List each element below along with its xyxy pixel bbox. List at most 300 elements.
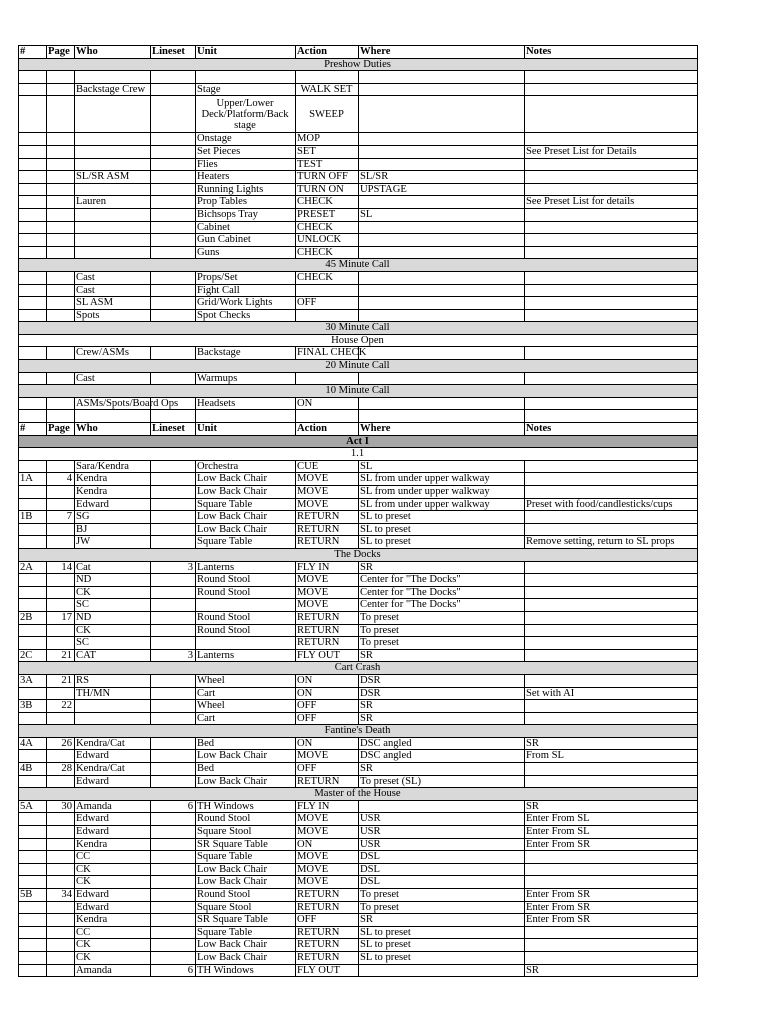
cell-where <box>359 372 525 385</box>
cell-where <box>359 158 525 171</box>
cell-cue-number: 3A <box>19 674 47 687</box>
column-header-cue-number: # <box>19 46 47 59</box>
cell-unit: Low Back Chair <box>196 473 296 486</box>
cell-lineset <box>151 574 196 587</box>
cell-unit: SR Square Table <box>196 838 296 851</box>
cell-who: CK <box>75 624 151 637</box>
cell-lineset <box>151 926 196 939</box>
cell-cue-number <box>19 750 47 763</box>
cell-action: ON <box>296 397 359 410</box>
column-header-page: Page <box>47 423 75 436</box>
cell-unit: Low Back Chair <box>196 775 296 788</box>
cell-page <box>47 498 75 511</box>
cell-page <box>47 460 75 473</box>
cell-action: TURN ON <box>296 183 359 196</box>
cell-unit: Wheel <box>196 674 296 687</box>
cell-unit <box>196 637 296 650</box>
cell-cue-number <box>19 246 47 259</box>
cell-unit: Heaters <box>196 171 296 184</box>
cell-action: WALK SET <box>296 83 359 96</box>
table-cell <box>296 71 359 84</box>
cell-action: ON <box>296 838 359 851</box>
cell-where <box>359 347 525 360</box>
cell-cue-number <box>19 637 47 650</box>
cell-action: RETURN <box>296 611 359 624</box>
section-row <box>19 259 698 272</box>
table-cell <box>19 71 47 84</box>
cell-unit: Props/Set <box>196 271 296 284</box>
cell-notes <box>525 208 698 221</box>
table-row <box>19 674 698 687</box>
cell-lineset <box>151 208 196 221</box>
cell-unit: Low Back Chair <box>196 863 296 876</box>
table-row <box>19 284 698 297</box>
cell-page <box>47 901 75 914</box>
section-label: House Open <box>19 334 698 347</box>
cell-notes <box>525 158 698 171</box>
cell-who <box>75 221 151 234</box>
cell-lineset <box>151 133 196 146</box>
table-row <box>19 397 698 410</box>
cell-lineset <box>151 511 196 524</box>
column-header-where: Where <box>359 46 525 59</box>
cell-who: Edward <box>75 498 151 511</box>
cell-action: ON <box>296 737 359 750</box>
section-label: Act I <box>19 435 698 448</box>
cell-notes <box>525 951 698 964</box>
cell-page <box>47 221 75 234</box>
table-row <box>19 133 698 146</box>
cell-page: 30 <box>47 800 75 813</box>
cell-who: Edward <box>75 750 151 763</box>
table-row <box>19 611 698 624</box>
cell-notes <box>525 234 698 247</box>
cell-lineset <box>151 914 196 927</box>
column-header-notes: Notes <box>525 46 698 59</box>
cell-unit: Onstage <box>196 133 296 146</box>
cell-where: To preset <box>359 637 525 650</box>
cell-cue-number: 3B <box>19 700 47 713</box>
cell-lineset <box>151 171 196 184</box>
cell-page <box>47 486 75 499</box>
cell-action: MOVE <box>296 473 359 486</box>
cell-notes <box>525 284 698 297</box>
cell-action: RETURN <box>296 775 359 788</box>
cell-who <box>75 158 151 171</box>
cell-who: Edward <box>75 826 151 839</box>
cell-who <box>75 183 151 196</box>
cell-notes <box>525 599 698 612</box>
cell-who: ASMs/Spots/Board Ops <box>76 397 179 409</box>
cell-action: FLY OUT <box>296 964 359 977</box>
table-row <box>19 800 698 813</box>
section-label: Preshow Duties <box>19 58 698 71</box>
cell-lineset <box>151 523 196 536</box>
cell-cue-number <box>19 964 47 977</box>
section-row <box>19 58 698 71</box>
cell-notes <box>525 83 698 96</box>
cell-where: DSR <box>359 687 525 700</box>
cell-notes: Enter From SL <box>525 813 698 826</box>
cell-who: SC <box>75 599 151 612</box>
table-cell <box>47 410 75 423</box>
cell-unit: Flies <box>196 158 296 171</box>
section-row <box>19 322 698 335</box>
table-row <box>19 183 698 196</box>
cell-notes <box>525 473 698 486</box>
section-row <box>19 385 698 398</box>
cell-unit: Low Back Chair <box>196 951 296 964</box>
cell-who: Spots <box>75 309 151 322</box>
cell-notes <box>525 712 698 725</box>
cell-lineset: 3 <box>151 561 196 574</box>
table-cell <box>151 71 196 84</box>
cell-who: Kendra <box>75 914 151 927</box>
cell-lineset <box>151 145 196 158</box>
cell-page <box>47 246 75 259</box>
column-header-who: Who <box>75 423 151 436</box>
cell-cue-number <box>19 183 47 196</box>
cell-unit: Square Table <box>196 498 296 511</box>
cell-who: CAT <box>75 649 151 662</box>
cell-notes <box>525 297 698 310</box>
cell-notes <box>525 863 698 876</box>
cell-notes <box>525 246 698 259</box>
cell-page <box>47 523 75 536</box>
cell-who: Lauren <box>75 196 151 209</box>
table-row <box>19 637 698 650</box>
cell-unit: Low Back Chair <box>196 876 296 889</box>
cell-who: RS <box>75 674 151 687</box>
cell-unit: TH Windows <box>196 800 296 813</box>
table-row <box>19 964 698 977</box>
cell-notes: Enter From SR <box>525 901 698 914</box>
cell-lineset <box>151 536 196 549</box>
cell-action <box>296 372 359 385</box>
cell-who <box>75 700 151 713</box>
table-row <box>19 901 698 914</box>
cell-who: SC <box>75 637 151 650</box>
cell-cue-number: 2C <box>19 649 47 662</box>
cell-where <box>359 284 525 297</box>
cell-cue-number <box>19 624 47 637</box>
cell-action: MOVE <box>296 750 359 763</box>
table-row <box>19 775 698 788</box>
cell-page <box>47 574 75 587</box>
cell-cue-number <box>19 196 47 209</box>
column-header-action: Action <box>296 423 359 436</box>
cell-lineset <box>151 284 196 297</box>
section-label: 10 Minute Call <box>19 385 698 398</box>
cell-notes: Set with AI <box>525 687 698 700</box>
table-cell <box>525 71 698 84</box>
cell-lineset <box>151 624 196 637</box>
cell-lineset <box>151 196 196 209</box>
cell-action: CHECK <box>296 221 359 234</box>
cell-lineset <box>151 158 196 171</box>
cell-action: MOVE <box>296 486 359 499</box>
cell-cue-number <box>19 838 47 851</box>
cell-notes <box>525 397 698 410</box>
cell-unit: Guns <box>196 246 296 259</box>
cell-page <box>47 750 75 763</box>
cell-notes <box>525 96 698 133</box>
cell-notes <box>525 624 698 637</box>
cell-notes <box>525 347 698 360</box>
cell-lineset <box>151 271 196 284</box>
cell-cue-number: 2A <box>19 561 47 574</box>
cell-unit: Square Table <box>196 536 296 549</box>
section-row <box>19 334 698 347</box>
cell-page <box>47 637 75 650</box>
table-row <box>19 460 698 473</box>
table-row <box>19 486 698 499</box>
cell-notes: SR <box>525 800 698 813</box>
cell-who: CC <box>75 851 151 864</box>
cell-page <box>47 712 75 725</box>
table-cell <box>359 410 525 423</box>
cell-cue-number <box>19 486 47 499</box>
cell-notes <box>525 523 698 536</box>
cell-unit: Cart <box>196 712 296 725</box>
cell-unit: Square Table <box>196 851 296 864</box>
cell-page <box>47 183 75 196</box>
cell-where: SR <box>359 700 525 713</box>
cell-unit: Square Table <box>196 926 296 939</box>
cell-where: SL from under upper walkway <box>359 486 525 499</box>
cell-lineset <box>151 750 196 763</box>
column-header-lineset: Lineset <box>151 46 196 59</box>
cell-unit: Lanterns <box>196 649 296 662</box>
cell-unit <box>196 599 296 612</box>
cell-action: MOVE <box>296 498 359 511</box>
cell-unit: Round Stool <box>196 813 296 826</box>
cell-page: 17 <box>47 611 75 624</box>
cell-unit: Grid/Work Lights <box>196 297 296 310</box>
cell-who: Edward <box>75 813 151 826</box>
cell-lineset <box>151 674 196 687</box>
table-row <box>19 763 698 776</box>
table-row <box>19 511 698 524</box>
cell-action: CHECK <box>296 246 359 259</box>
cell-who: Amanda <box>75 800 151 813</box>
table-row <box>19 826 698 839</box>
section-row <box>19 725 698 738</box>
cell-notes <box>525 586 698 599</box>
cell-action: OFF <box>296 763 359 776</box>
cell-where: DSL <box>359 876 525 889</box>
cell-unit: Cart <box>196 687 296 700</box>
cell-who: CC <box>75 926 151 939</box>
cell-where: SL to preset <box>359 536 525 549</box>
cell-action: MOVE <box>296 574 359 587</box>
cell-who <box>75 145 151 158</box>
cell-cue-number <box>19 271 47 284</box>
table-row <box>19 838 698 851</box>
cell-notes <box>525 133 698 146</box>
cell-action: SWEEP <box>296 96 359 133</box>
cell-who <box>75 234 151 247</box>
cell-page <box>47 297 75 310</box>
column-header-cue-number: # <box>19 423 47 436</box>
shift-sheet-table <box>18 45 698 977</box>
table-cell <box>196 71 296 84</box>
cell-unit: SR Square Table <box>196 914 296 927</box>
cell-page <box>47 372 75 385</box>
table-row <box>19 347 698 360</box>
cell-who <box>75 712 151 725</box>
cell-lineset <box>151 813 196 826</box>
column-header-lineset: Lineset <box>151 423 196 436</box>
cell-unit: Bed <box>196 763 296 776</box>
cell-notes: SR <box>525 737 698 750</box>
cell-cue-number <box>19 851 47 864</box>
section-row <box>19 788 698 801</box>
column-header-action: Action <box>296 46 359 59</box>
cell-cue-number <box>19 775 47 788</box>
cell-page <box>47 939 75 952</box>
cell-notes <box>525 574 698 587</box>
cell-action <box>296 284 359 297</box>
cell-who <box>75 133 151 146</box>
cell-page <box>47 863 75 876</box>
cell-cue-number <box>19 133 47 146</box>
cell-notes: Enter From SR <box>525 889 698 902</box>
cell-unit: Cabinet <box>196 221 296 234</box>
cell-who: Kendra <box>75 473 151 486</box>
cell-action: MOVE <box>296 863 359 876</box>
table-row <box>19 649 698 662</box>
cell-notes: Preset with food/candlesticks/cups <box>525 498 698 511</box>
cell-where: SL to preset <box>359 951 525 964</box>
cell-unit: Stage <box>196 83 296 96</box>
cell-who: SG <box>75 511 151 524</box>
cell-cue-number <box>19 914 47 927</box>
cell-who: Sara/Kendra <box>75 460 151 473</box>
cell-cue-number <box>19 523 47 536</box>
cell-where: To preset (SL) <box>359 775 525 788</box>
table-row <box>19 158 698 171</box>
cell-page <box>47 826 75 839</box>
cell-page <box>47 171 75 184</box>
table-row <box>19 297 698 310</box>
column-header-notes: Notes <box>525 423 698 436</box>
cell-action: FLY IN <box>296 561 359 574</box>
section-label: 1.1 <box>19 448 698 461</box>
cell-action: RETURN <box>296 624 359 637</box>
cell-action: ON <box>296 674 359 687</box>
cell-page <box>47 964 75 977</box>
cell-cue-number <box>19 347 47 360</box>
cell-cue-number <box>19 498 47 511</box>
cell-action: MOVE <box>296 586 359 599</box>
cell-page <box>47 347 75 360</box>
cell-cue-number: 5A <box>19 800 47 813</box>
table-row <box>19 813 698 826</box>
cell-where: USR <box>359 826 525 839</box>
cell-notes <box>525 926 698 939</box>
cell-action: MOVE <box>296 599 359 612</box>
cell-where: To preset <box>359 889 525 902</box>
table-row <box>19 372 698 385</box>
cell-action: MOP <box>296 133 359 146</box>
cell-lineset <box>151 498 196 511</box>
cell-where: SR <box>359 712 525 725</box>
cell-lineset <box>151 863 196 876</box>
cell-lineset <box>151 221 196 234</box>
cell-notes <box>525 511 698 524</box>
column-header-unit: Unit <box>196 423 296 436</box>
cell-lineset <box>151 775 196 788</box>
cell-cue-number <box>19 284 47 297</box>
cell-where: SL to preset <box>359 926 525 939</box>
cell-action: TEST <box>296 158 359 171</box>
cell-page: 22 <box>47 700 75 713</box>
cell-who: CK <box>75 863 151 876</box>
cell-who: CK <box>75 951 151 964</box>
cell-where: To preset <box>359 901 525 914</box>
cell-unit: Low Back Chair <box>196 486 296 499</box>
table-body <box>19 46 698 977</box>
blank-row <box>19 410 698 423</box>
cell-action: MOVE <box>296 813 359 826</box>
cell-notes <box>525 460 698 473</box>
cell-cue-number <box>19 460 47 473</box>
cell-cue-number <box>19 145 47 158</box>
cell-cue-number: 1A <box>19 473 47 486</box>
table-row <box>19 737 698 750</box>
cell-notes: SR <box>525 964 698 977</box>
table-row <box>19 926 698 939</box>
table-row <box>19 712 698 725</box>
cell-action: RETURN <box>296 511 359 524</box>
table-row <box>19 145 698 158</box>
cell-cue-number <box>19 158 47 171</box>
cell-page: 34 <box>47 889 75 902</box>
cell-lineset <box>151 460 196 473</box>
cell-notes <box>525 561 698 574</box>
table-row <box>19 473 698 486</box>
cell-lineset <box>151 889 196 902</box>
cell-unit: Bed <box>196 737 296 750</box>
cell-page <box>47 234 75 247</box>
section-label: Cart Crash <box>19 662 698 675</box>
cell-where <box>359 397 525 410</box>
cell-action: MOVE <box>296 851 359 864</box>
cell-lineset <box>151 851 196 864</box>
cell-cue-number <box>19 397 47 410</box>
cell-who: Cat <box>75 561 151 574</box>
cell-where <box>359 800 525 813</box>
cell-where: SR <box>359 914 525 927</box>
table-row <box>19 599 698 612</box>
cell-action <box>296 309 359 322</box>
cell-page <box>47 951 75 964</box>
section-row <box>19 548 698 561</box>
cell-lineset <box>151 234 196 247</box>
cell-where: DSC angled <box>359 737 525 750</box>
cell-action: OFF <box>296 700 359 713</box>
table-cell <box>151 410 196 423</box>
section-label: The Docks <box>19 548 698 561</box>
cell-lineset <box>151 183 196 196</box>
cell-notes <box>525 700 698 713</box>
cell-notes <box>525 171 698 184</box>
section-row <box>19 448 698 461</box>
section-label: Master of the House <box>19 788 698 801</box>
cell-page <box>47 196 75 209</box>
cell-notes <box>525 486 698 499</box>
